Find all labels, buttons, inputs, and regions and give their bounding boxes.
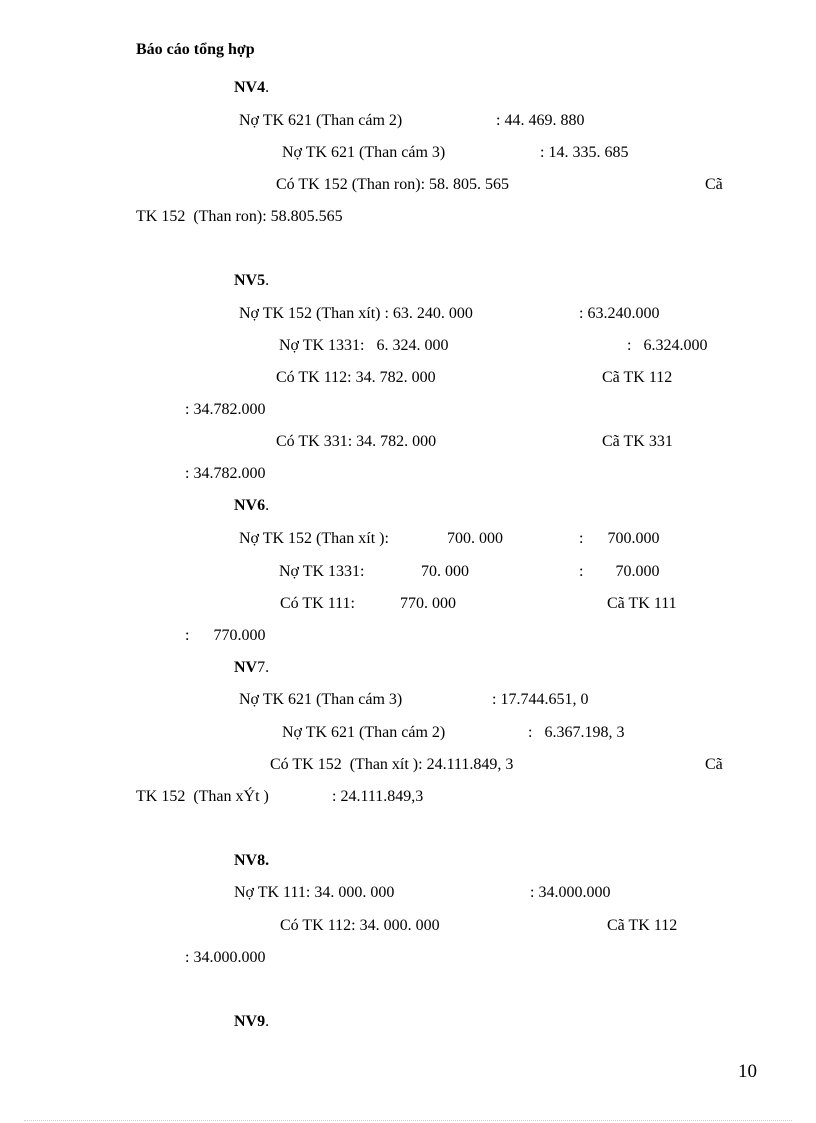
nv8-heading: NV8. [234, 852, 270, 869]
nv6-debit-2: Nợ TK 1331: [279, 563, 365, 580]
nv6-credit: Có TK 111: [280, 595, 355, 612]
nv4-credit-balance: TK 152 (Than ron): 58.805.565 [136, 208, 343, 225]
nv5-debit-2-amount: : 6.324.000 [627, 337, 708, 354]
nv5-credit-2-account: Cã TK 331 [602, 433, 673, 450]
nv8-debit-amount: : 34.000.000 [530, 884, 611, 901]
nv8-credit-balance: : 34.000.000 [185, 949, 266, 966]
nv7-credit-balance: : 24.111.849,3 [332, 788, 424, 805]
nv5-heading [234, 271, 269, 291]
nv9-heading-dot: . [265, 1013, 270, 1030]
nv6-debit-2-amount: : 70.000 [579, 563, 660, 580]
nv8-credit: Có TK 112: 34. 000. 000 [280, 917, 440, 934]
nv4-heading-label: NV4 [234, 79, 266, 96]
nv8-credit-account: Cã TK 112 [607, 917, 678, 934]
nv4-debit-1-amount: : 44. 469. 880 [496, 112, 585, 129]
nv6-credit-account: Cã TK 111 [607, 595, 677, 612]
page-number: 10 [738, 1061, 757, 1082]
nv6-debit-2-value: 70. 000 [421, 563, 469, 580]
nv9-heading-label: NV9 [234, 1013, 266, 1030]
report-title: Báo cáo tổng hợp [136, 41, 255, 58]
nv5-credit-1-account: Cã TK 112 [602, 369, 673, 386]
nv6-debit-1-amount: : 700.000 [579, 530, 660, 547]
nv6-debit-1-value: 700. 000 [447, 530, 503, 547]
nv4-heading [234, 78, 269, 98]
nv6-credit-balance: : 770.000 [185, 627, 266, 644]
nv6-heading-label: NV6 [234, 497, 266, 514]
nv6-debit-1: Nợ TK 152 (Than xít ): [239, 530, 389, 547]
nv4-credit: Có TK 152 (Than ron): 58. 805. 565 [276, 176, 510, 193]
nv5-credit-2-balance: : 34.782.000 [185, 465, 266, 482]
nv7-credit: Có TK 152 (Than xít ): 24.111.849, 3 [270, 756, 514, 773]
nv7-debit-1-amount: : 17.744.651, 0 [492, 691, 589, 708]
nv4-debit-2: Nợ TK 621 (Than cám 3) [282, 144, 446, 161]
nv7-debit-2: Nợ TK 621 (Than cám 2) [282, 724, 446, 741]
nv4-credit-tail: Cã [705, 176, 723, 193]
nv4-debit-1: Nợ TK 621 (Than cám 2) [239, 112, 403, 129]
nv5-credit-1-balance: : 34.782.000 [185, 401, 266, 418]
nv5-debit-1: Nợ TK 152 (Than xít) : 63. 240. 000 [239, 305, 473, 322]
nv8-debit: Nợ TK 111: 34. 000. 000 [234, 884, 395, 901]
nv9-heading [234, 1012, 269, 1032]
nv7-credit-tail: Cã [705, 756, 723, 773]
nv7-debit-1: Nợ TK 621 (Than cám 3) [239, 691, 403, 708]
nv5-credit-2: Có TK 331: 34. 782. 000 [276, 433, 437, 450]
nv5-heading-label: NV5 [234, 272, 266, 289]
nv7-heading-label: NV [234, 659, 258, 676]
nv7-heading [234, 658, 269, 678]
nv5-debit-1-amount: : 63.240.000 [579, 305, 660, 322]
nv4-heading-dot: . [265, 79, 270, 96]
nv6-heading [234, 496, 269, 516]
nv7-credit-account: TK 152 (Than xÝt ) [136, 788, 269, 805]
page-bottom-divider [24, 1120, 792, 1121]
nv7-debit-2-amount: : 6.367.198, 3 [528, 724, 625, 741]
nv5-debit-2: Nợ TK 1331: 6. 324. 000 [279, 337, 449, 354]
nv4-debit-2-amount: : 14. 335. 685 [540, 144, 629, 161]
nv5-credit-1: Có TK 112: 34. 782. 000 [276, 369, 436, 386]
nv6-heading-dot: . [265, 497, 270, 514]
nv7-heading-number: 7. [257, 659, 270, 676]
nv5-heading-dot: . [265, 272, 270, 289]
nv6-credit-value: 770. 000 [400, 595, 456, 612]
